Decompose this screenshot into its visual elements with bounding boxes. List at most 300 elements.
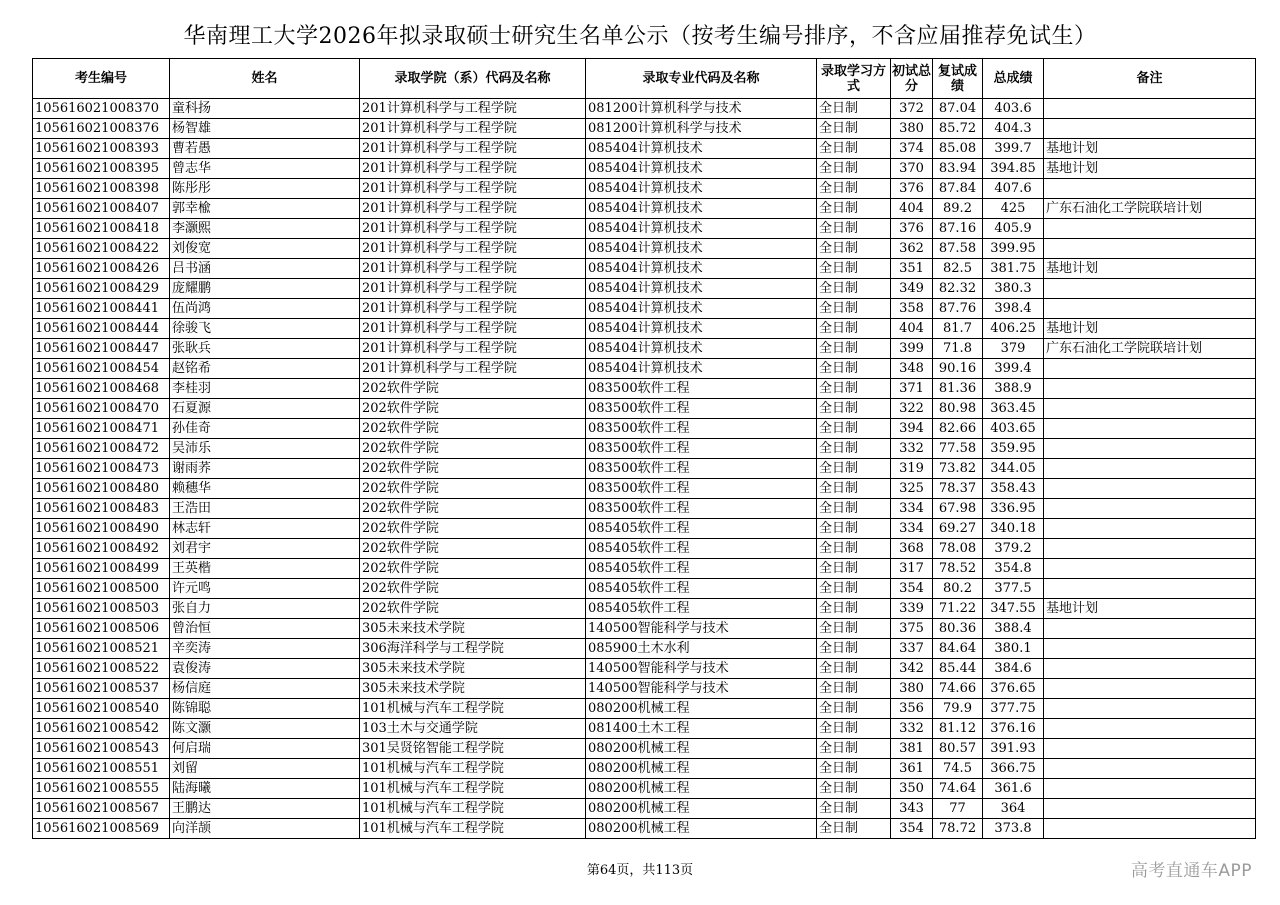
cell-school: 201计算机科学与工程学院 xyxy=(360,219,586,239)
cell-name: 孙佳奇 xyxy=(170,419,360,439)
cell-school: 202软件学院 xyxy=(360,399,586,419)
cell-remarks xyxy=(1044,359,1256,379)
cell-major: 080200机械工程 xyxy=(586,739,817,759)
cell-candidate-id: 105616021008542 xyxy=(33,719,170,739)
cell-major: 085404计算机技术 xyxy=(586,259,817,279)
cell-major: 085405软件工程 xyxy=(586,559,817,579)
header-major: 录取专业代码及名称 xyxy=(586,59,817,99)
cell-remarks xyxy=(1044,519,1256,539)
cell-prelim-score: 334 xyxy=(891,499,933,519)
cell-study-mode: 全日制 xyxy=(817,279,891,299)
cell-study-mode: 全日制 xyxy=(817,739,891,759)
cell-remarks xyxy=(1044,759,1256,779)
cell-major: 080200机械工程 xyxy=(586,779,817,799)
cell-school: 202软件学院 xyxy=(360,479,586,499)
cell-study-mode: 全日制 xyxy=(817,379,891,399)
cell-study-mode: 全日制 xyxy=(817,599,891,619)
cell-school: 201计算机科学与工程学院 xyxy=(360,279,586,299)
cell-total-score: 340.18 xyxy=(983,519,1044,539)
cell-prelim-score: 375 xyxy=(891,619,933,639)
cell-study-mode: 全日制 xyxy=(817,459,891,479)
cell-major: 085404计算机技术 xyxy=(586,139,817,159)
cell-retest-score: 82.32 xyxy=(933,279,983,299)
cell-total-score: 354.8 xyxy=(983,559,1044,579)
table-row xyxy=(33,199,1256,219)
table-row xyxy=(33,659,1256,679)
cell-name: 刘留 xyxy=(170,759,360,779)
cell-candidate-id: 105616021008393 xyxy=(33,139,170,159)
cell-retest-score: 81.12 xyxy=(933,719,983,739)
cell-remarks: 基地计划 xyxy=(1044,319,1256,339)
cell-candidate-id: 105616021008395 xyxy=(33,159,170,179)
cell-total-score: 364 xyxy=(983,799,1044,819)
cell-total-score: 406.25 xyxy=(983,319,1044,339)
cell-remarks xyxy=(1044,659,1256,679)
cell-total-score: 336.95 xyxy=(983,499,1044,519)
cell-name: 陈锦聪 xyxy=(170,699,360,719)
cell-major: 085404计算机技术 xyxy=(586,279,817,299)
cell-candidate-id: 105616021008480 xyxy=(33,479,170,499)
cell-study-mode: 全日制 xyxy=(817,219,891,239)
cell-retest-score: 80.36 xyxy=(933,619,983,639)
cell-candidate-id: 105616021008500 xyxy=(33,579,170,599)
cell-study-mode: 全日制 xyxy=(817,199,891,219)
cell-remarks xyxy=(1044,739,1256,759)
cell-name: 郭幸楡 xyxy=(170,199,360,219)
cell-prelim-score: 337 xyxy=(891,639,933,659)
cell-name: 王鹏达 xyxy=(170,799,360,819)
cell-retest-score: 82.66 xyxy=(933,419,983,439)
cell-retest-score: 85.44 xyxy=(933,659,983,679)
cell-candidate-id: 105616021008472 xyxy=(33,439,170,459)
cell-prelim-score: 404 xyxy=(891,199,933,219)
cell-prelim-score: 343 xyxy=(891,799,933,819)
cell-candidate-id: 105616021008471 xyxy=(33,419,170,439)
cell-name: 吕书涵 xyxy=(170,259,360,279)
cell-major: 085404计算机技术 xyxy=(586,339,817,359)
cell-school: 202软件学院 xyxy=(360,419,586,439)
cell-name: 袁俊涛 xyxy=(170,659,360,679)
cell-candidate-id: 105616021008503 xyxy=(33,599,170,619)
cell-retest-score: 87.84 xyxy=(933,179,983,199)
cell-remarks xyxy=(1044,639,1256,659)
cell-school: 103土木与交通学院 xyxy=(360,719,586,739)
cell-candidate-id: 105616021008543 xyxy=(33,739,170,759)
cell-total-score: 366.75 xyxy=(983,759,1044,779)
cell-candidate-id: 105616021008426 xyxy=(33,259,170,279)
cell-study-mode: 全日制 xyxy=(817,239,891,259)
cell-name: 陈彤彤 xyxy=(170,179,360,199)
cell-candidate-id: 105616021008468 xyxy=(33,379,170,399)
cell-candidate-id: 105616021008490 xyxy=(33,519,170,539)
cell-major: 085405软件工程 xyxy=(586,579,817,599)
cell-candidate-id: 105616021008418 xyxy=(33,219,170,239)
cell-remarks: 基地计划 xyxy=(1044,599,1256,619)
table-row xyxy=(33,219,1256,239)
cell-school: 101机械与汽车工程学院 xyxy=(360,699,586,719)
cell-major: 085404计算机技术 xyxy=(586,319,817,339)
cell-candidate-id: 105616021008551 xyxy=(33,759,170,779)
cell-school: 202软件学院 xyxy=(360,379,586,399)
cell-prelim-score: 376 xyxy=(891,179,933,199)
cell-remarks: 基地计划 xyxy=(1044,259,1256,279)
cell-school: 202软件学院 xyxy=(360,519,586,539)
cell-retest-score: 87.04 xyxy=(933,99,983,119)
cell-school: 201计算机科学与工程学院 xyxy=(360,99,586,119)
cell-candidate-id: 105616021008441 xyxy=(33,299,170,319)
cell-remarks: 基地计划 xyxy=(1044,139,1256,159)
table-row xyxy=(33,679,1256,699)
table-row xyxy=(33,279,1256,299)
cell-remarks xyxy=(1044,699,1256,719)
cell-name: 刘俊宽 xyxy=(170,239,360,259)
cell-study-mode: 全日制 xyxy=(817,679,891,699)
cell-prelim-score: 372 xyxy=(891,99,933,119)
table-row xyxy=(33,339,1256,359)
table-row xyxy=(33,759,1256,779)
cell-study-mode: 全日制 xyxy=(817,759,891,779)
table-row xyxy=(33,139,1256,159)
cell-remarks xyxy=(1044,119,1256,139)
cell-candidate-id: 105616021008454 xyxy=(33,359,170,379)
cell-total-score: 388.9 xyxy=(983,379,1044,399)
cell-school: 305未来技术学院 xyxy=(360,619,586,639)
cell-total-score: 405.9 xyxy=(983,219,1044,239)
cell-school: 202软件学院 xyxy=(360,499,586,519)
cell-school: 101机械与汽车工程学院 xyxy=(360,779,586,799)
cell-study-mode: 全日制 xyxy=(817,539,891,559)
cell-retest-score: 87.58 xyxy=(933,239,983,259)
page-title: 华南理工大学2026年拟录取硕士研究生名单公示（按考生编号排序，不含应届推荐免试生） xyxy=(183,24,1097,49)
cell-prelim-score: 380 xyxy=(891,119,933,139)
cell-retest-score: 74.64 xyxy=(933,779,983,799)
cell-remarks xyxy=(1044,499,1256,519)
cell-study-mode: 全日制 xyxy=(817,139,891,159)
cell-major: 081200计算机科学与技术 xyxy=(586,99,817,119)
cell-name: 向洋颉 xyxy=(170,819,360,839)
table-body xyxy=(33,99,1256,839)
cell-school: 101机械与汽车工程学院 xyxy=(360,819,586,839)
cell-remarks: 广东石油化工学院联培计划 xyxy=(1044,339,1256,359)
cell-candidate-id: 105616021008447 xyxy=(33,339,170,359)
cell-prelim-score: 399 xyxy=(891,339,933,359)
cell-remarks xyxy=(1044,419,1256,439)
cell-school: 301吴贤铭智能工程学院 xyxy=(360,739,586,759)
cell-retest-score: 69.27 xyxy=(933,519,983,539)
cell-candidate-id: 105616021008376 xyxy=(33,119,170,139)
cell-school: 201计算机科学与工程学院 xyxy=(360,239,586,259)
cell-retest-score: 78.37 xyxy=(933,479,983,499)
cell-prelim-score: 361 xyxy=(891,759,933,779)
cell-total-score: 399.4 xyxy=(983,359,1044,379)
cell-name: 曾治恒 xyxy=(170,619,360,639)
table-row xyxy=(33,399,1256,419)
table-row xyxy=(33,159,1256,179)
cell-candidate-id: 105616021008499 xyxy=(33,559,170,579)
table-row xyxy=(33,639,1256,659)
cell-prelim-score: 381 xyxy=(891,739,933,759)
cell-major: 085404计算机技术 xyxy=(586,299,817,319)
cell-prelim-score: 350 xyxy=(891,779,933,799)
cell-retest-score: 74.66 xyxy=(933,679,983,699)
cell-major: 081200计算机科学与技术 xyxy=(586,119,817,139)
cell-study-mode: 全日制 xyxy=(817,259,891,279)
cell-prelim-score: 371 xyxy=(891,379,933,399)
cell-retest-score: 77 xyxy=(933,799,983,819)
cell-remarks xyxy=(1044,439,1256,459)
header-total-score: 总成绩 xyxy=(983,59,1044,99)
table-row xyxy=(33,539,1256,559)
cell-prelim-score: 354 xyxy=(891,819,933,839)
cell-school: 201计算机科学与工程学院 xyxy=(360,179,586,199)
cell-total-score: 379.2 xyxy=(983,539,1044,559)
cell-retest-score: 71.22 xyxy=(933,599,983,619)
cell-retest-score: 67.98 xyxy=(933,499,983,519)
cell-study-mode: 全日制 xyxy=(817,299,891,319)
page-number: 第64页，共113页 xyxy=(586,863,694,878)
cell-name: 庞耀鹏 xyxy=(170,279,360,299)
cell-prelim-score: 376 xyxy=(891,219,933,239)
cell-remarks xyxy=(1044,219,1256,239)
cell-prelim-score: 339 xyxy=(891,599,933,619)
cell-study-mode: 全日制 xyxy=(817,639,891,659)
cell-total-score: 381.75 xyxy=(983,259,1044,279)
cell-prelim-score: 404 xyxy=(891,319,933,339)
cell-name: 张耿兵 xyxy=(170,339,360,359)
cell-remarks: 基地计划 xyxy=(1044,159,1256,179)
cell-retest-score: 81.7 xyxy=(933,319,983,339)
cell-remarks xyxy=(1044,239,1256,259)
cell-remarks xyxy=(1044,559,1256,579)
cell-candidate-id: 105616021008567 xyxy=(33,799,170,819)
cell-name: 张自力 xyxy=(170,599,360,619)
table-header-row xyxy=(33,59,1256,99)
cell-retest-score: 82.5 xyxy=(933,259,983,279)
cell-total-score: 384.6 xyxy=(983,659,1044,679)
cell-candidate-id: 105616021008407 xyxy=(33,199,170,219)
cell-major: 085405软件工程 xyxy=(586,519,817,539)
cell-retest-score: 78.52 xyxy=(933,559,983,579)
cell-name: 何启瑞 xyxy=(170,739,360,759)
table-row xyxy=(33,319,1256,339)
cell-candidate-id: 105616021008422 xyxy=(33,239,170,259)
table-row xyxy=(33,359,1256,379)
cell-major: 083500软件工程 xyxy=(586,459,817,479)
table-row xyxy=(33,119,1256,139)
cell-major: 083500软件工程 xyxy=(586,399,817,419)
table-row xyxy=(33,699,1256,719)
cell-prelim-score: 332 xyxy=(891,719,933,739)
table-row xyxy=(33,559,1256,579)
cell-prelim-score: 368 xyxy=(891,539,933,559)
cell-remarks xyxy=(1044,619,1256,639)
cell-major: 085404计算机技术 xyxy=(586,239,817,259)
cell-school: 201计算机科学与工程学院 xyxy=(360,299,586,319)
cell-retest-score: 74.5 xyxy=(933,759,983,779)
cell-prelim-score: 380 xyxy=(891,679,933,699)
header-candidate-id: 考生编号 xyxy=(33,59,170,99)
cell-school: 305未来技术学院 xyxy=(360,679,586,699)
cell-major: 080200机械工程 xyxy=(586,799,817,819)
cell-study-mode: 全日制 xyxy=(817,659,891,679)
cell-candidate-id: 105616021008483 xyxy=(33,499,170,519)
cell-major: 140500智能科学与技术 xyxy=(586,659,817,679)
cell-candidate-id: 105616021008522 xyxy=(33,659,170,679)
cell-name: 王浩田 xyxy=(170,499,360,519)
cell-prelim-score: 356 xyxy=(891,699,933,719)
cell-candidate-id: 105616021008429 xyxy=(33,279,170,299)
table-row xyxy=(33,179,1256,199)
header-remarks: 备注 xyxy=(1044,59,1256,99)
cell-school: 101机械与汽车工程学院 xyxy=(360,759,586,779)
cell-prelim-score: 374 xyxy=(891,139,933,159)
cell-study-mode: 全日制 xyxy=(817,519,891,539)
cell-school: 305未来技术学院 xyxy=(360,659,586,679)
cell-school: 201计算机科学与工程学院 xyxy=(360,319,586,339)
cell-study-mode: 全日制 xyxy=(817,719,891,739)
cell-remarks xyxy=(1044,179,1256,199)
cell-total-score: 358.43 xyxy=(983,479,1044,499)
cell-prelim-score: 334 xyxy=(891,519,933,539)
cell-name: 赵铭希 xyxy=(170,359,360,379)
table-row xyxy=(33,499,1256,519)
cell-remarks xyxy=(1044,819,1256,839)
cell-name: 曹若愚 xyxy=(170,139,360,159)
table-row xyxy=(33,479,1256,499)
cell-retest-score: 85.08 xyxy=(933,139,983,159)
cell-retest-score: 83.94 xyxy=(933,159,983,179)
cell-total-score: 377.75 xyxy=(983,699,1044,719)
cell-study-mode: 全日制 xyxy=(817,579,891,599)
cell-major: 085405软件工程 xyxy=(586,599,817,619)
cell-candidate-id: 105616021008569 xyxy=(33,819,170,839)
cell-study-mode: 全日制 xyxy=(817,339,891,359)
cell-total-score: 363.45 xyxy=(983,399,1044,419)
table-row xyxy=(33,99,1256,119)
cell-total-score: 344.05 xyxy=(983,459,1044,479)
cell-retest-score: 81.36 xyxy=(933,379,983,399)
cell-remarks xyxy=(1044,579,1256,599)
table-row xyxy=(33,439,1256,459)
table-row xyxy=(33,239,1256,259)
cell-study-mode: 全日制 xyxy=(817,619,891,639)
cell-prelim-score: 332 xyxy=(891,439,933,459)
table-row xyxy=(33,519,1256,539)
cell-school: 201计算机科学与工程学院 xyxy=(360,259,586,279)
cell-total-score: 376.65 xyxy=(983,679,1044,699)
cell-prelim-score: 349 xyxy=(891,279,933,299)
cell-prelim-score: 348 xyxy=(891,359,933,379)
cell-prelim-score: 358 xyxy=(891,299,933,319)
cell-name: 石夏源 xyxy=(170,399,360,419)
cell-total-score: 399.7 xyxy=(983,139,1044,159)
cell-name: 李灏熙 xyxy=(170,219,360,239)
cell-major: 140500智能科学与技术 xyxy=(586,619,817,639)
cell-candidate-id: 105616021008506 xyxy=(33,619,170,639)
header-retest-score: 复试成绩 xyxy=(933,59,983,99)
cell-retest-score: 87.76 xyxy=(933,299,983,319)
header-name: 姓名 xyxy=(170,59,360,99)
cell-major: 085900土木水利 xyxy=(586,639,817,659)
cell-study-mode: 全日制 xyxy=(817,819,891,839)
cell-school: 202软件学院 xyxy=(360,459,586,479)
cell-name: 刘君宇 xyxy=(170,539,360,559)
cell-name: 许元鸣 xyxy=(170,579,360,599)
cell-name: 伍尚鸿 xyxy=(170,299,360,319)
cell-name: 徐骏飞 xyxy=(170,319,360,339)
cell-total-score: 376.16 xyxy=(983,719,1044,739)
cell-major: 083500软件工程 xyxy=(586,479,817,499)
cell-major: 080200机械工程 xyxy=(586,699,817,719)
cell-retest-score: 90.16 xyxy=(933,359,983,379)
cell-major: 081400土木工程 xyxy=(586,719,817,739)
cell-total-score: 388.4 xyxy=(983,619,1044,639)
cell-study-mode: 全日制 xyxy=(817,119,891,139)
cell-candidate-id: 105616021008444 xyxy=(33,319,170,339)
table-row xyxy=(33,819,1256,839)
cell-school: 202软件学院 xyxy=(360,539,586,559)
table-row xyxy=(33,299,1256,319)
cell-candidate-id: 105616021008555 xyxy=(33,779,170,799)
cell-remarks xyxy=(1044,539,1256,559)
cell-total-score: 380.1 xyxy=(983,639,1044,659)
cell-major: 083500软件工程 xyxy=(586,379,817,399)
cell-name: 童科扬 xyxy=(170,99,360,119)
cell-remarks xyxy=(1044,679,1256,699)
cell-name: 陆海曦 xyxy=(170,779,360,799)
cell-study-mode: 全日制 xyxy=(817,479,891,499)
cell-school: 202软件学院 xyxy=(360,579,586,599)
cell-candidate-id: 105616021008398 xyxy=(33,179,170,199)
cell-school: 202软件学院 xyxy=(360,559,586,579)
cell-prelim-score: 325 xyxy=(891,479,933,499)
cell-school: 201计算机科学与工程学院 xyxy=(360,139,586,159)
cell-remarks xyxy=(1044,379,1256,399)
cell-candidate-id: 105616021008521 xyxy=(33,639,170,659)
cell-prelim-score: 370 xyxy=(891,159,933,179)
cell-retest-score: 80.57 xyxy=(933,739,983,759)
cell-school: 201计算机科学与工程学院 xyxy=(360,359,586,379)
cell-total-score: 373.8 xyxy=(983,819,1044,839)
cell-prelim-score: 351 xyxy=(891,259,933,279)
cell-retest-score: 89.2 xyxy=(933,199,983,219)
cell-study-mode: 全日制 xyxy=(817,799,891,819)
cell-name: 辛奕涛 xyxy=(170,639,360,659)
cell-retest-score: 87.16 xyxy=(933,219,983,239)
cell-retest-score: 84.64 xyxy=(933,639,983,659)
cell-total-score: 403.6 xyxy=(983,99,1044,119)
cell-major: 080200机械工程 xyxy=(586,759,817,779)
cell-total-score: 379 xyxy=(983,339,1044,359)
cell-retest-score: 78.08 xyxy=(933,539,983,559)
table-row xyxy=(33,719,1256,739)
cell-name: 杨信庭 xyxy=(170,679,360,699)
table-row xyxy=(33,619,1256,639)
table-row xyxy=(33,599,1256,619)
cell-retest-score: 71.8 xyxy=(933,339,983,359)
cell-school: 201计算机科学与工程学院 xyxy=(360,199,586,219)
cell-total-score: 361.6 xyxy=(983,779,1044,799)
cell-name: 赖穗华 xyxy=(170,479,360,499)
cell-prelim-score: 354 xyxy=(891,579,933,599)
cell-total-score: 377.5 xyxy=(983,579,1044,599)
cell-candidate-id: 105616021008537 xyxy=(33,679,170,699)
cell-remarks xyxy=(1044,459,1256,479)
cell-candidate-id: 105616021008473 xyxy=(33,459,170,479)
table-row xyxy=(33,799,1256,819)
cell-study-mode: 全日制 xyxy=(817,319,891,339)
cell-total-score: 380.3 xyxy=(983,279,1044,299)
